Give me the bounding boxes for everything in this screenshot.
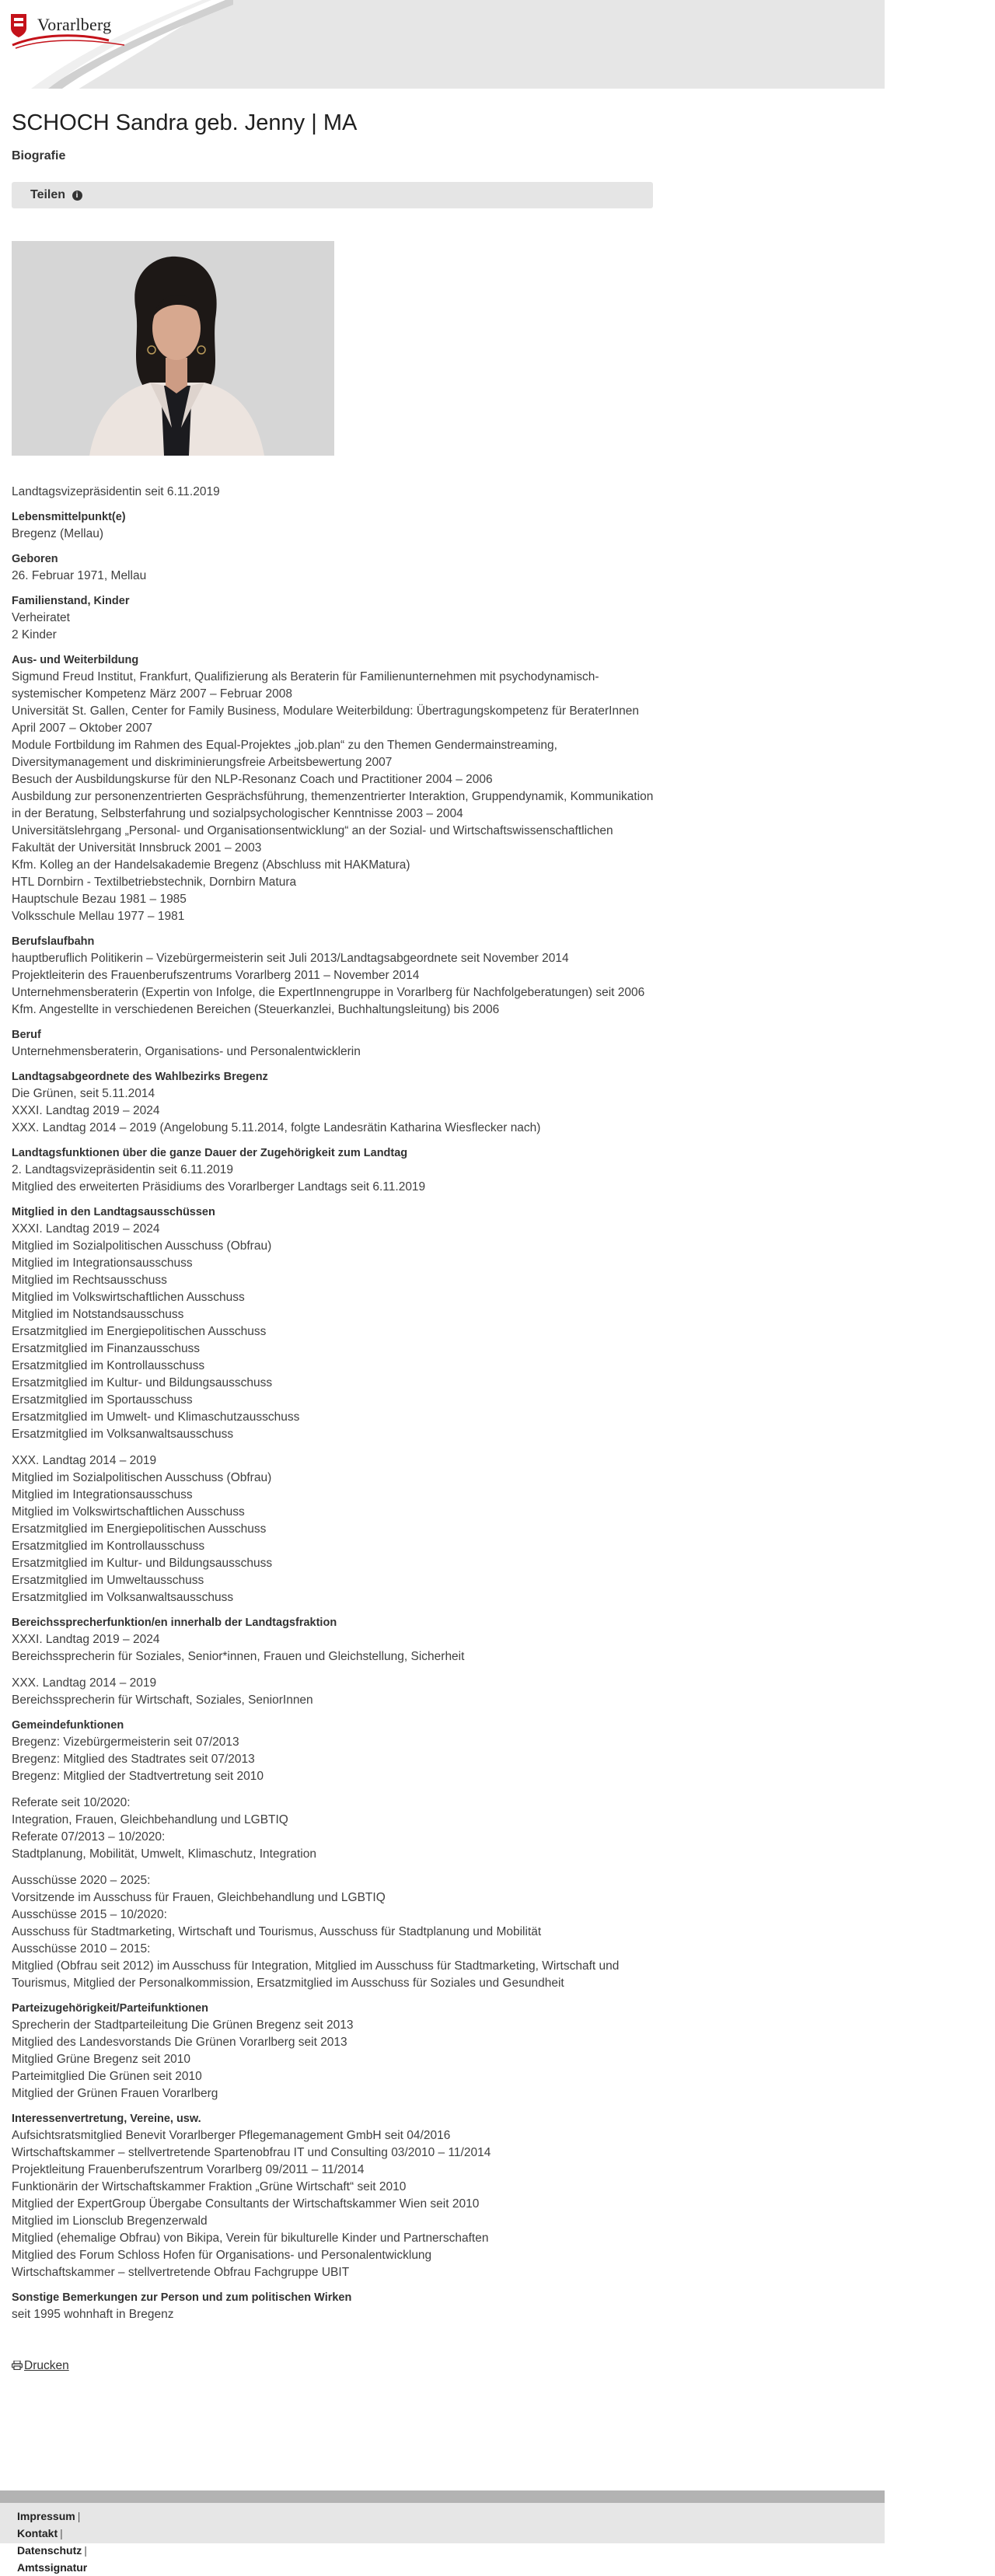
- bio-section-line: Ersatzmitglied im Kultur- und Bildungsausschuss: [12, 1376, 273, 1389]
- bio-section-line: Mitglied (ehemalige Obfrau) von Bikipa, Verein für bikulturelle Kinder und Partnerschaften: [12, 2232, 489, 2245]
- bio-section-line: Mitglied des erweiterten Präsidiums des Vorarlberger Landtags seit 6.11.2019: [12, 1180, 426, 1194]
- bio-section-line: 26. Februar 1971, Mellau: [12, 569, 147, 582]
- bio-section-line: Ausschüsse 2010 – 2015:: [12, 1942, 151, 1956]
- bio-section-line: Mitglied des Forum Schloss Hofen für Organisations- und Personalentwicklung: [12, 2249, 432, 2262]
- footer-links: [17, 2508, 87, 2576]
- bio-section: [12, 2110, 657, 2281]
- bio-section-line: XXX. Landtag 2014 – 2019: [12, 1454, 157, 1467]
- bio-section-line: Ersatzmitglied im Volksanwaltsausschuss: [12, 1428, 234, 1441]
- share-label: Teilen: [30, 188, 66, 201]
- bio-section: [12, 933, 657, 1019]
- bio-section-line: seit 1995 wohnhaft in Bregenz: [12, 2308, 174, 2321]
- bio-section-line: Ersatzmitglied im Finanzausschuss: [12, 1342, 201, 1355]
- bio-section: [12, 1614, 657, 1709]
- footer-link-row: [17, 2508, 87, 2525]
- bio-section-line: Bregenz: Mitglied des Stadtrates seit 07/2013: [12, 1753, 255, 1766]
- bio-section-line: Bereichssprecherin für Soziales, Senior*innen, Frauen und Gleichstellung, Sicherheit: [12, 1650, 465, 1663]
- bio-section: [12, 551, 657, 585]
- biography-content: [12, 484, 657, 2331]
- bio-section: [12, 592, 657, 644]
- footer-stripe: [0, 2490, 885, 2503]
- bio-section-label: Aus- und Weiterbildung: [12, 654, 139, 666]
- bio-section: [12, 1068, 657, 1137]
- portrait-illustration: [12, 241, 334, 456]
- bio-section-line: Ersatzmitglied im Umweltausschuss: [12, 1574, 204, 1587]
- bio-section: [12, 1026, 657, 1061]
- bio-section-label: Berufslaufbahn: [12, 935, 95, 948]
- bio-section-line: Mitglied im Rechtsausschuss: [12, 1274, 167, 1287]
- footer-link-amtssignatur[interactable]: Amtssignatur: [17, 2561, 88, 2574]
- bio-section-line: Bereichssprecherin für Wirtschaft, Soziales, SeniorInnen: [12, 1693, 313, 1707]
- bio-section-spacer: [12, 1665, 657, 1675]
- bio-section-label: Mitglied in den Landtagsausschüssen: [12, 1206, 215, 1218]
- footer-link-kontakt[interactable]: Kontakt: [17, 2527, 58, 2539]
- bio-section-line: Projektleitung Frauenberufszentrum Vorarlberg 09/2011 – 11/2014: [12, 2163, 365, 2176]
- bio-intro: Landtagsvizepräsidentin seit 6.11.2019: [12, 485, 220, 498]
- bio-section-label: Familienstand, Kinder: [12, 595, 130, 607]
- bio-section-line: Volksschule Mellau 1977 – 1981: [12, 910, 185, 923]
- bio-section-line: Hauptschule Bezau 1981 – 1985: [12, 893, 187, 906]
- bio-section-line: Universität St. Gallen, Center for Family Business, Modulare Weiterbildung: Übertragungskompetenz für BeraterInnen April 2007 – Oktober 2007: [12, 704, 639, 735]
- bio-section-line: Mitglied im Integrationsausschuss: [12, 1488, 193, 1501]
- share-bar[interactable]: [12, 182, 653, 208]
- footer-separator: |: [77, 2510, 81, 2522]
- bio-section-line: Universitätslehrgang „Personal- und Organisationsentwicklung“ an der Sozial- und Wirtschaftswissenschaftlichen Fakultät der Universität Innsbruck 2001 – 2003: [12, 824, 613, 855]
- footer-separator: |: [84, 2544, 87, 2557]
- bio-section-line: Ersatzmitglied im Kontrollausschuss: [12, 1540, 205, 1553]
- printer-icon: [12, 2361, 23, 2370]
- bio-section: [12, 1717, 657, 1992]
- bio-section-line: Wirtschaftskammer – stellvertretende Spartenobfrau IT und Consulting 03/2010 – 11/2014: [12, 2146, 491, 2159]
- bio-section-line: Funktionärin der Wirtschaftskammer Fraktion „Grüne Wirtschaft“ seit 2010: [12, 2180, 407, 2193]
- bio-section-label: Landtagsfunktionen über die ganze Dauer der Zugehörigkeit zum Landtag: [12, 1147, 408, 1159]
- bio-section-label: Beruf: [12, 1029, 41, 1041]
- bio-section-label: Geboren: [12, 553, 58, 565]
- bio-section-line: Ausschuss für Stadtmarketing, Wirtschaft und Tourismus, Ausschuss für Stadtplanung und Mobilität: [12, 1925, 542, 1938]
- page-title: SCHOCH Sandra geb. Jenny | MA: [12, 110, 358, 135]
- bio-section-line: Ausschüsse 2015 – 10/2020:: [12, 1908, 167, 1921]
- bio-section-label: Interessenvertretung, Vereine, usw.: [12, 2113, 201, 2125]
- bio-section-line: XXXI. Landtag 2019 – 2024: [12, 1104, 160, 1117]
- bio-section-line: HTL Dornbirn - Textilbetriebstechnik, Dornbirn Matura: [12, 876, 297, 889]
- bio-section-spacer: [12, 1863, 657, 1872]
- bio-section-line: Mitglied im Lionsclub Bregenzerwald: [12, 2214, 208, 2228]
- bio-section-line: Mitglied im Sozialpolitischen Ausschuss (Obfrau): [12, 1239, 272, 1253]
- portrait-photo: [12, 241, 334, 456]
- bio-section-line: Ersatzmitglied im Kultur- und Bildungsausschuss: [12, 1557, 273, 1570]
- bio-section-line: XXXI. Landtag 2019 – 2024: [12, 1633, 160, 1646]
- bio-section-line: Stadtplanung, Mobilität, Umwelt, Klimaschutz, Integration: [12, 1847, 316, 1861]
- bio-section-line: Verheiratet: [12, 611, 70, 624]
- footer-link-row: [17, 2525, 87, 2542]
- bio-section-label: Bereichssprecherfunktion/en innerhalb der Landtagsfraktion: [12, 1617, 337, 1629]
- bio-section-line: Bregenz (Mellau): [12, 527, 104, 540]
- bio-section-line: hauptberuflich Politikerin – Vizebürgermeisterin seit Juli 2013/Landtagsabgeordnete seit November 2014: [12, 952, 569, 965]
- bio-section-line: XXX. Landtag 2014 – 2019: [12, 1676, 157, 1690]
- bio-section-line: Sigmund Freud Institut, Frankfurt, Qualifizierung als Beraterin für Familienunternehmen mit psychodynamisch-systemischer Kompetenz März 2007 – Februar 2008: [12, 670, 599, 701]
- bio-section-line: 2 Kinder: [12, 628, 57, 641]
- bio-section: [12, 1145, 657, 1196]
- bio-section: [12, 652, 657, 925]
- bio-section-line: Mitglied im Notstandsausschuss: [12, 1308, 184, 1321]
- logo-wordmark: Vorarlberg: [37, 15, 112, 34]
- bio-section-line: Mitglied im Sozialpolitischen Ausschuss (Obfrau): [12, 1471, 272, 1484]
- bio-section-line: Die Grünen, seit 5.11.2014: [12, 1087, 155, 1100]
- bio-section-label: Sonstige Bemerkungen zur Person und zum politischen Wirken: [12, 2291, 352, 2304]
- bio-section-label: Landtagsabgeordnete des Wahlbezirks Bregenz: [12, 1071, 268, 1083]
- bio-section-line: Mitglied Grüne Bregenz seit 2010: [12, 2053, 191, 2066]
- bio-section-line: Unternehmensberaterin (Expertin von Infolge, die ExpertInnengruppe in Vorarlberg für Nachfolgeberatungen) seit 2006: [12, 986, 645, 999]
- bio-section-line: Kfm. Kolleg an der Handelsakademie Bregenz (Abschluss mit HAKMatura): [12, 858, 410, 872]
- bio-section-line: 2. Landtagsvizepräsidentin seit 6.11.2019: [12, 1163, 233, 1176]
- bio-section-line: Vorsitzende im Ausschuss für Frauen, Gleichbehandlung und LGBTIQ: [12, 1891, 386, 1904]
- bio-section-line: Ersatzmitglied im Kontrollausschuss: [12, 1359, 205, 1372]
- bio-section-line: Kfm. Angestellte in verschiedenen Bereichen (Steuerkanzlei, Buchhaltungsleitung) bis 2006: [12, 1003, 500, 1016]
- print-link[interactable]: [12, 2358, 69, 2375]
- bio-section-line: XXX. Landtag 2014 – 2019 (Angelobung 5.11.2014, folgte Landesrätin Katharina Wiesflecker nach): [12, 1121, 541, 1134]
- bio-section-line: Unternehmensberaterin, Organisations- und Personalentwicklerin: [12, 1045, 361, 1058]
- bio-section-line: Ausschüsse 2020 – 2025:: [12, 1874, 151, 1887]
- bio-section-line: Parteimitglied Die Grünen seit 2010: [12, 2070, 202, 2083]
- bio-section-line: Ersatzmitglied im Sportausschuss: [12, 1393, 193, 1407]
- bio-section: [12, 1204, 657, 1606]
- print-label: Drucken: [24, 2359, 69, 2372]
- bio-section-spacer: [12, 1785, 657, 1795]
- vorarlberg-logo[interactable]: [8, 11, 132, 51]
- bio-section: [12, 2289, 657, 2323]
- bio-section-label: Gemeindefunktionen: [12, 1719, 124, 1732]
- bio-section-line: Module Fortbildung im Rahmen des Equal-Projektes „job.plan“ zu den Themen Gendermainstreaming, Diversitymanagement und diskriminierungsfreie Arbeitsbewertung 2007: [12, 739, 557, 769]
- bio-section-line: Ausbildung zur personenzentrierten Gesprächsführung, themenzentrierter Interaktion, Gruppendynamik, Kommunikation in der Beratung, Selbsterfahrung und sozialpsychologischer Kenntnisse 2003 – 2004: [12, 790, 654, 820]
- bio-section-line: Referate seit 10/2020:: [12, 1796, 131, 1809]
- bio-section-line: Integration, Frauen, Gleichbehandlung und LGBTIQ: [12, 1813, 288, 1826]
- bio-section: [12, 509, 657, 543]
- bio-section-spacer: [12, 1443, 657, 1452]
- bio-section-line: Besuch der Ausbildungskurse für den NLP-Resonanz Coach und Practitioner 2004 – 2006: [12, 773, 493, 786]
- site-header: [0, 0, 885, 89]
- bio-section-line: Projektleiterin des Frauenberufszentrums Vorarlberg 2011 – November 2014: [12, 969, 420, 982]
- share-button[interactable]: [30, 187, 82, 204]
- footer-link-impressum[interactable]: Impressum: [17, 2510, 75, 2522]
- bio-section-line: Mitglied im Volkswirtschaftlichen Ausschuss: [12, 1505, 245, 1519]
- footer-separator: |: [60, 2527, 63, 2539]
- footer: [0, 2503, 885, 2543]
- bio-section-line: Wirtschaftskammer – stellvertretende Obfrau Fachgruppe UBIT: [12, 2266, 350, 2279]
- bio-section-line: Aufsichtsratsmitglied Benevit Vorarlberger Pflegemanagement GmbH seit 04/2016: [12, 2129, 451, 2142]
- page-subtitle: Biografie: [12, 149, 66, 163]
- bio-section-line: Mitglied im Integrationsausschuss: [12, 1257, 193, 1270]
- bio-section-line: Ersatzmitglied im Umwelt- und Klimaschutzausschuss: [12, 1410, 300, 1424]
- bio-section-line: Sprecherin der Stadtparteileitung Die Grünen Bregenz seit 2013: [12, 2019, 354, 2032]
- bio-section-label: Lebensmittelpunkt(e): [12, 511, 126, 523]
- bio-section-line: Bregenz: Vizebürgermeisterin seit 07/2013: [12, 1735, 239, 1749]
- info-circle-icon: i: [72, 190, 82, 201]
- bio-section-line: Mitglied im Volkswirtschaftlichen Ausschuss: [12, 1291, 245, 1304]
- bio-section-line: Mitglied der Grünen Frauen Vorarlberg: [12, 2087, 218, 2100]
- bio-section-line: Ersatzmitglied im Energiepolitischen Ausschuss: [12, 1522, 267, 1536]
- bio-section-line: Mitglied des Landesvorstands Die Grünen Vorarlberg seit 2013: [12, 2036, 347, 2049]
- bio-section-line: Bregenz: Mitglied der Stadtvertretung seit 2010: [12, 1770, 264, 1783]
- bio-section: [12, 2000, 657, 2102]
- bio-section-line: Mitglied (Obfrau seit 2012) im Ausschuss für Integration, Mitglied im Ausschuss für Stadtmarketing, Wirtschaft und Tourismus, Mitglied der Personalkommission, Ersatzmitglied im Ausschuss für Soziales und Gesundheit: [12, 1959, 620, 1990]
- bio-section-line: Referate 07/2013 – 10/2020:: [12, 1830, 166, 1844]
- footer-link-datenschutz[interactable]: Datenschutz: [17, 2544, 82, 2557]
- bio-section-line: Mitglied der ExpertGroup Übergabe Consultants der Wirtschaftskammer Wien seit 2010: [12, 2197, 480, 2211]
- footer-link-row: [17, 2542, 87, 2559]
- bio-section-label: Parteizugehörigkeit/Parteifunktionen: [12, 2002, 208, 2015]
- bio-section-line: Ersatzmitglied im Volksanwaltsausschuss: [12, 1591, 234, 1604]
- bio-section-line: XXXI. Landtag 2019 – 2024: [12, 1222, 160, 1236]
- bio-section-line: Ersatzmitglied im Energiepolitischen Ausschuss: [12, 1325, 267, 1338]
